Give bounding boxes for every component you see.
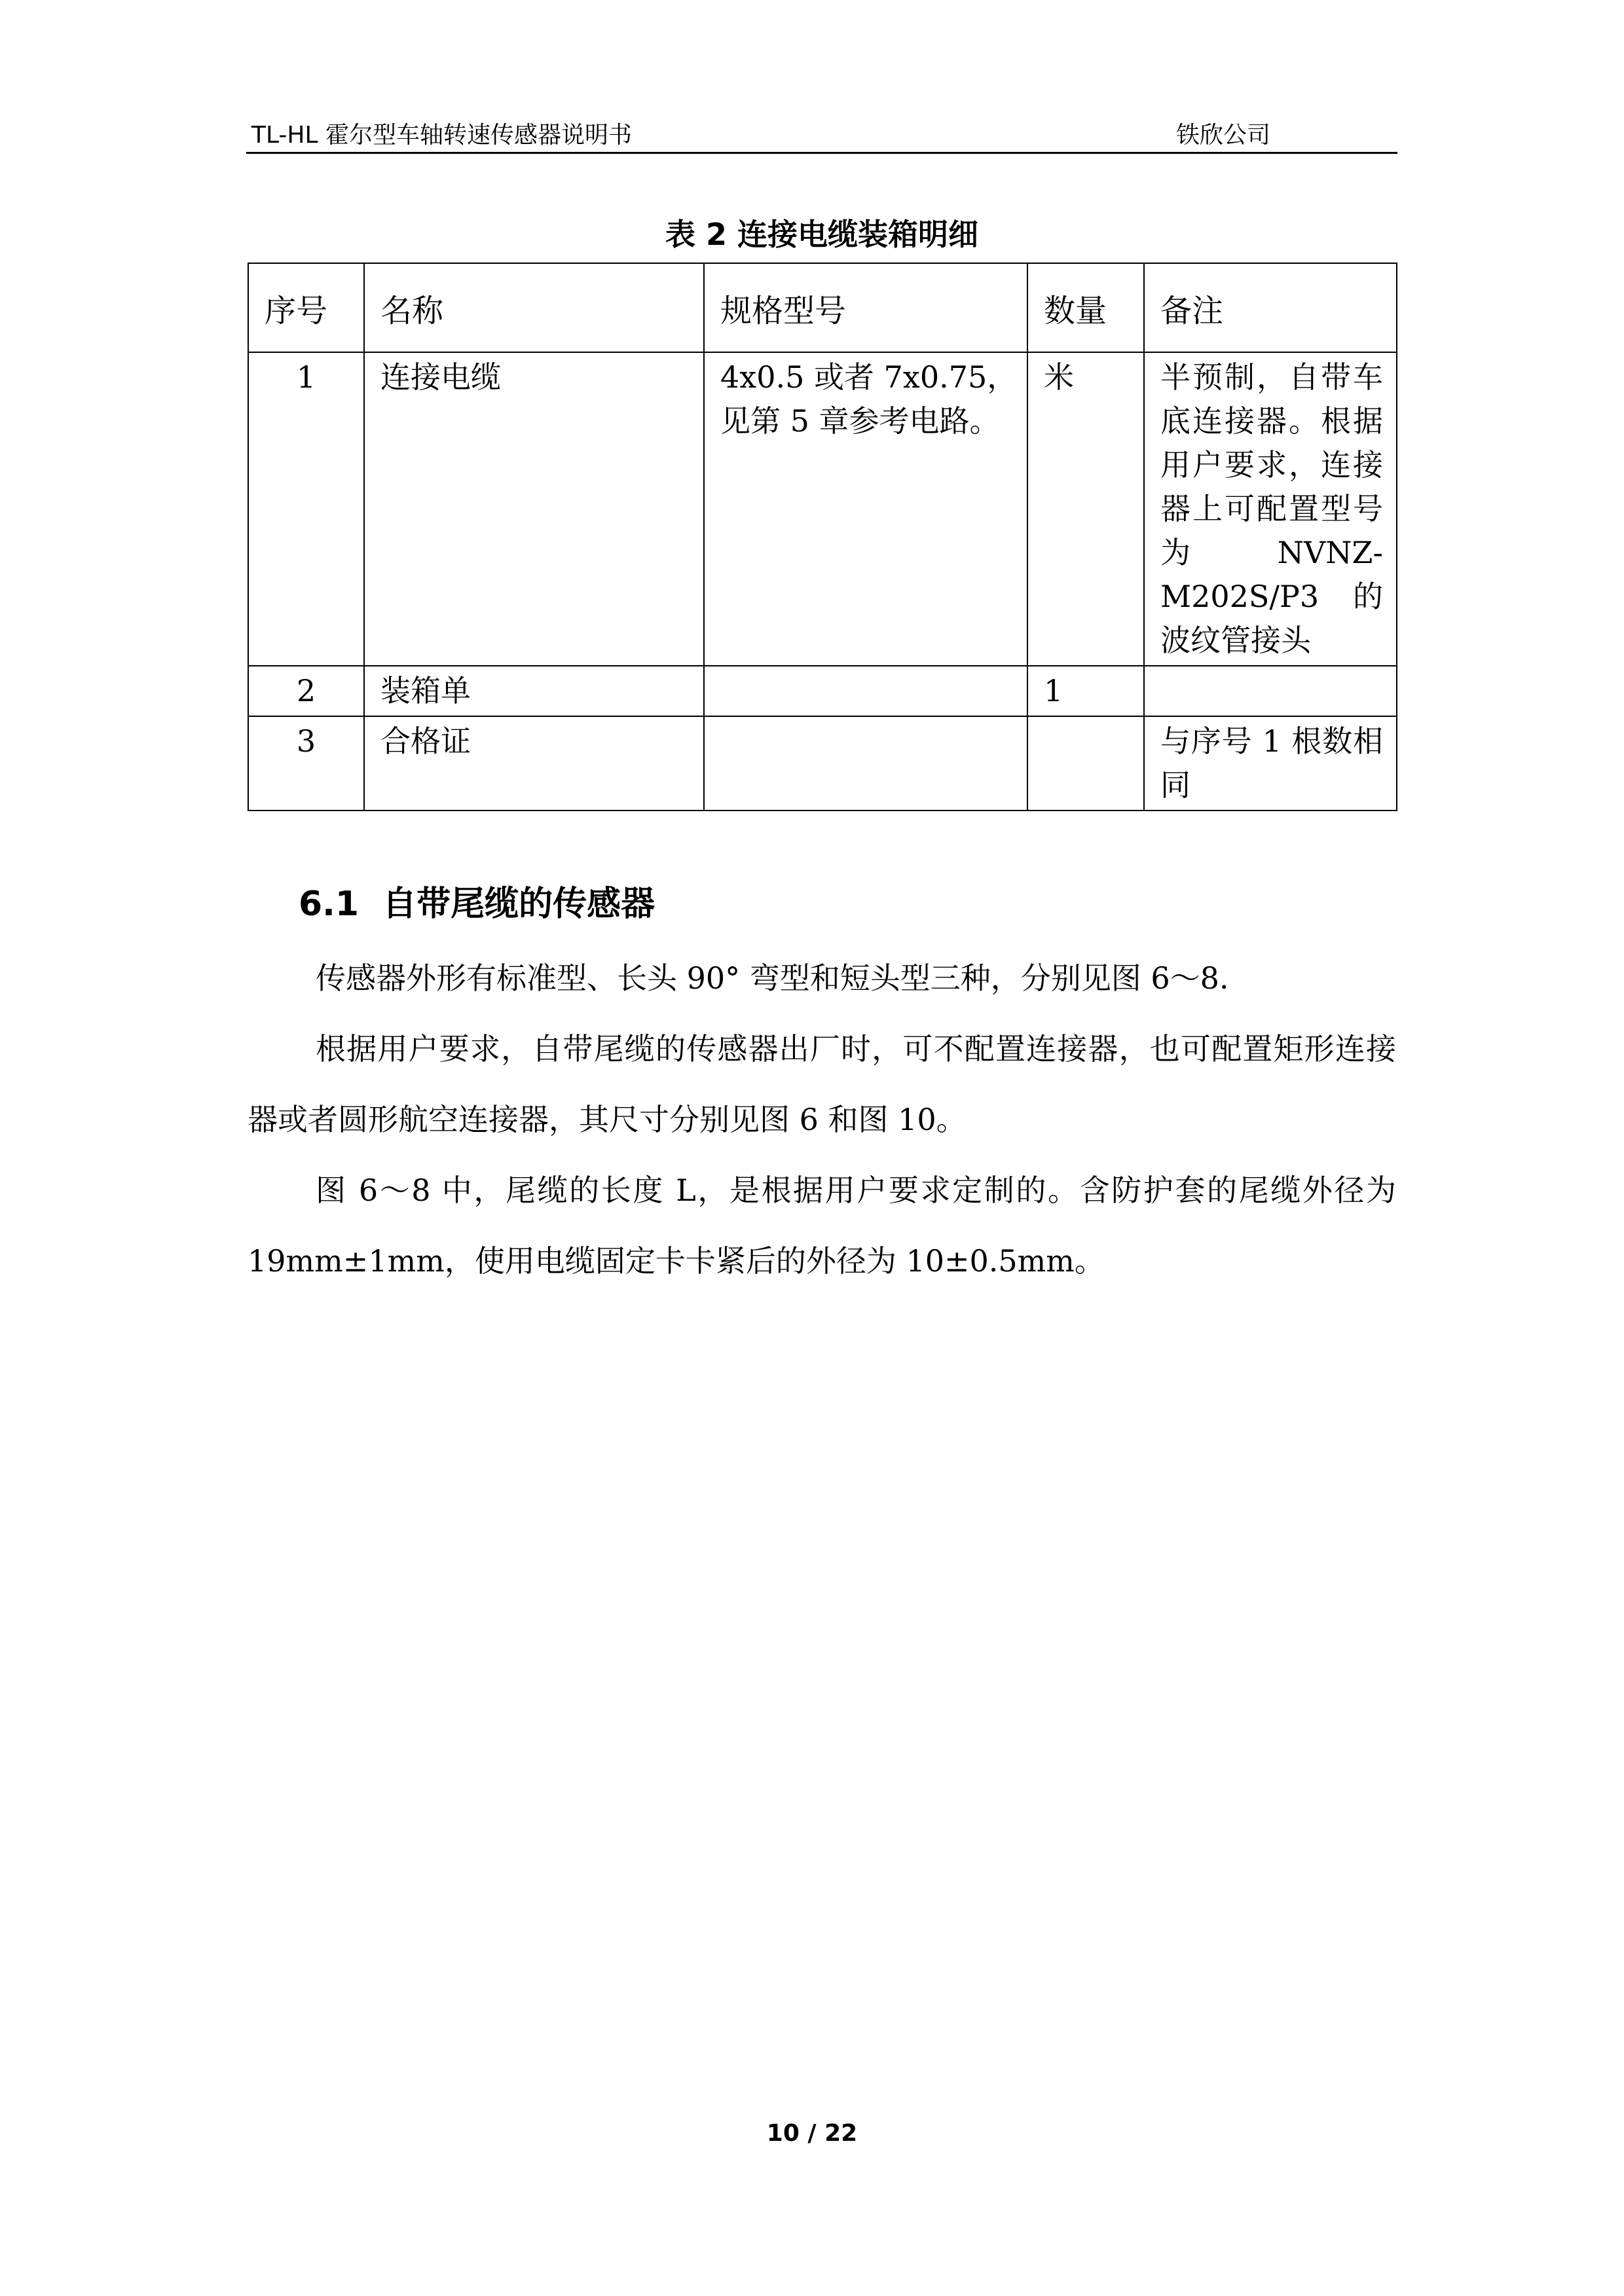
cell-note: 半预制，自带车底连接器。根据用户要求，连接器上可配置型号为 NVNZ-M202S/P3 的波纹管接头: [1144, 352, 1397, 666]
section-heading: [299, 876, 655, 925]
company-name: 铁欣公司: [1176, 122, 1271, 149]
table-row: [248, 716, 1397, 811]
cell-name: 合格证: [364, 716, 704, 811]
cell-qty: [1027, 716, 1144, 811]
cell-spec: 4x0.5 或者 7x0.75，见第 5 章参考电路。: [704, 352, 1027, 666]
column-header-no: 序号: [248, 263, 364, 352]
cell-qty: 1: [1027, 666, 1144, 716]
column-header-note: 备注: [1144, 263, 1397, 352]
column-header-qty: 数量: [1027, 263, 1144, 352]
packing-list-table: [248, 263, 1397, 811]
page-number: 10 / 22: [766, 2120, 858, 2147]
column-header-spec: 规格型号: [704, 263, 1027, 352]
table-row: [248, 666, 1397, 716]
document-title: TL-HL 霍尔型车轴转速传感器说明书: [251, 122, 632, 149]
cell-qty: 米: [1027, 352, 1144, 666]
paragraph-connectors: 根据用户要求，自带尾缆的传感器出厂时，可不配置连接器，也可配置矩形连接器或者圆形航空连接器，其尺寸分别见图 6 和图 10。: [248, 1031, 1396, 1137]
cell-spec: [704, 716, 1027, 811]
section-title: 自带尾缆的传感器: [382, 884, 655, 924]
table-header-row: [248, 263, 1397, 352]
section-number: 6.1: [299, 884, 360, 924]
cell-spec: [704, 666, 1027, 716]
table-caption: 表 2 连接电缆装箱明细: [665, 217, 979, 252]
cell-no: 3: [248, 716, 364, 811]
paragraph-cable-length: 图 6～8 中，尾缆的长度 L，是根据用户要求定制的。含防护套的尾缆外径为 19mm±1mm，使用电缆固定卡卡紧后的外径为 10±0.5mm。: [248, 1173, 1396, 1279]
cell-no: 1: [248, 352, 364, 666]
paragraph-shapes: 传感器外形有标准型、长头 90° 弯型和短头型三种，分别见图 6～8.: [316, 960, 1229, 996]
table-row: [248, 352, 1397, 666]
cell-name: 装箱单: [364, 666, 704, 716]
cell-name: 连接电缆: [364, 352, 704, 666]
cell-note: [1144, 666, 1397, 716]
cell-note: 与序号 1 根数相同: [1144, 716, 1397, 811]
column-header-name: 名称: [364, 263, 704, 352]
cell-no: 2: [248, 666, 364, 716]
page-header: [246, 113, 1397, 154]
